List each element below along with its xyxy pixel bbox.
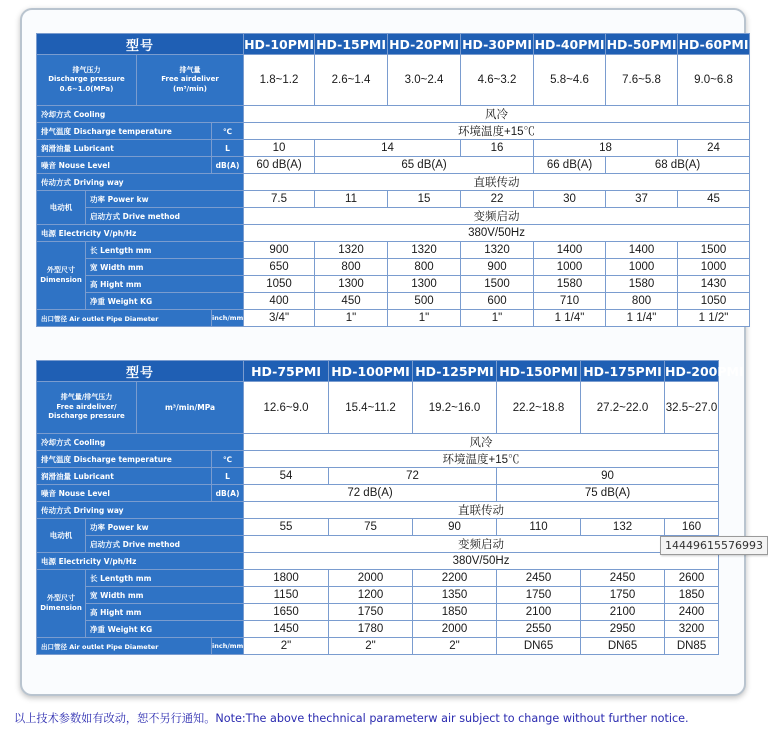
weight-value: 3200: [665, 621, 719, 638]
pipe-value: 2": [329, 638, 413, 655]
length-label: 长 Lentgth mm: [86, 570, 244, 587]
length-value: 2450: [581, 570, 665, 587]
height-value: 2400: [665, 604, 719, 621]
model-title: 型号: [37, 361, 244, 382]
airflow-value: 12.6~9.0: [244, 382, 329, 434]
height-row: [37, 604, 719, 621]
noise-value: 68 dB(A): [606, 157, 750, 174]
lubricant-label: 润滑油量 Lubricant: [37, 140, 212, 157]
width-value: 1850: [665, 587, 719, 604]
pipe-unit: inch/mm: [212, 310, 244, 327]
noise-row: [37, 157, 750, 174]
airflow-value: 7.6~5.8: [606, 55, 678, 106]
pipe-unit: inch/mm: [212, 638, 244, 655]
model-name: HD-150PMI: [497, 361, 581, 382]
length-label: 长 Lentgth mm: [86, 242, 244, 259]
weight-value: 1450: [244, 621, 329, 638]
airflow-row: [37, 55, 750, 106]
height-label: 高 Hight mm: [86, 604, 244, 621]
width-value: 1000: [534, 259, 606, 276]
pipe-label: 出口管径 Air outlet Pipe Diameter: [37, 310, 212, 327]
width-label: 宽 Width mm: [86, 259, 244, 276]
temperature-value: 环境温度+15℃: [244, 451, 719, 468]
electricity-value: 380V/50Hz: [244, 225, 750, 242]
cooling-value: 风冷: [244, 434, 719, 451]
power-value: 45: [678, 191, 750, 208]
pipe-value: 1": [461, 310, 534, 327]
drive-label: 传动方式 Driving way: [37, 502, 244, 519]
length-value: 2450: [497, 570, 581, 587]
lubricant-value: 90: [497, 468, 719, 485]
pipe-value: DN65: [581, 638, 665, 655]
drive-label: 传动方式 Driving way: [37, 174, 244, 191]
width-value: 650: [244, 259, 315, 276]
airflow-value: 9.0~6.8: [678, 55, 750, 106]
length-value: 1320: [388, 242, 461, 259]
airflow-label: 排气量/排气压力 Free airdeliver/ Discharge pressure: [37, 382, 137, 434]
height-value: 1580: [606, 276, 678, 293]
power-row: [37, 191, 750, 208]
lubricant-value: 72: [329, 468, 497, 485]
dimension-label: 外型尺寸 Dimension: [37, 242, 86, 310]
height-value: 1050: [244, 276, 315, 293]
power-label: 功率 Power kw: [86, 519, 244, 536]
model-name: HD-40PMI: [534, 34, 606, 55]
motor-label: 电动机: [37, 519, 86, 553]
model-header-row: [37, 361, 719, 382]
model-name: HD-75PMI: [244, 361, 329, 382]
power-value: 75: [329, 519, 413, 536]
width-value: 1200: [329, 587, 413, 604]
length-value: 1800: [244, 570, 329, 587]
width-value: 900: [461, 259, 534, 276]
height-value: 1650: [244, 604, 329, 621]
airflow-unit: m³/min/MPa: [137, 382, 244, 434]
length-row: [37, 570, 719, 587]
start-method-row: [37, 208, 750, 225]
power-value: 22: [461, 191, 534, 208]
lubricant-unit: L: [212, 468, 244, 485]
lubricant-row: [37, 468, 719, 485]
airflow-value: 22.2~18.8: [497, 382, 581, 434]
cooling-row: [37, 434, 719, 451]
noise-row: [37, 485, 719, 502]
pipe-row: [37, 638, 719, 655]
weight-value: 400: [244, 293, 315, 310]
pipe-value: 2": [413, 638, 497, 655]
start-method-label: 启动方式 Drive method: [86, 208, 244, 225]
lubricant-row: [37, 140, 750, 157]
pipe-value: 3/4": [244, 310, 315, 327]
spec-table-small-models: [36, 33, 750, 327]
temperature-label: 排气温度 Discharge temperature: [37, 123, 212, 140]
power-value: 30: [534, 191, 606, 208]
spec-table-large-models: [36, 360, 744, 655]
noise-unit: dB(A): [212, 157, 244, 174]
temperature-row: [37, 451, 719, 468]
weight-value: 800: [606, 293, 678, 310]
lubricant-value: 14: [315, 140, 461, 157]
lubricant-value: 10: [244, 140, 315, 157]
airflow-value: 5.8~4.6: [534, 55, 606, 106]
length-value: 2200: [413, 570, 497, 587]
power-value: 160: [665, 519, 719, 536]
model-name: HD-30PMI: [461, 34, 534, 55]
pipe-value: 2": [244, 638, 329, 655]
start-method-row: [37, 536, 719, 553]
length-value: 2000: [329, 570, 413, 587]
electricity-label: 电源 Electricity V/ph/Hz: [37, 225, 244, 242]
height-value: 1300: [388, 276, 461, 293]
model-name: HD-60PMI: [678, 34, 750, 55]
weight-value: 2550: [497, 621, 581, 638]
pipe-value: 1 1/2": [678, 310, 750, 327]
length-value: 2600: [665, 570, 719, 587]
model-name: HD-100PMI: [329, 361, 413, 382]
lubricant-value: 18: [534, 140, 678, 157]
height-value: 2100: [497, 604, 581, 621]
model-name: HD-10PMI: [244, 34, 315, 55]
pipe-value: 1": [388, 310, 461, 327]
width-value: 1350: [413, 587, 497, 604]
model-name: HD-20PMI: [388, 34, 461, 55]
width-value: 1000: [678, 259, 750, 276]
height-value: 1500: [461, 276, 534, 293]
electricity-value: 380V/50Hz: [244, 553, 719, 570]
noise-label: 噪音 Nouse Level: [37, 485, 212, 502]
airflow-value: 15.4~11.2: [329, 382, 413, 434]
model-name: HD-200PMI: [665, 361, 719, 382]
pipe-value: DN65: [497, 638, 581, 655]
drive-row: [37, 502, 719, 519]
start-method-value: 变频启动: [244, 536, 719, 553]
power-value: 55: [244, 519, 329, 536]
temperature-value: 环境温度+15℃: [244, 123, 750, 140]
weight-label: 净重 Weight KG: [86, 293, 244, 310]
noise-label: 噪音 Nouse Level: [37, 157, 212, 174]
airflow-value: 4.6~3.2: [461, 55, 534, 106]
width-value: 800: [315, 259, 388, 276]
width-value: 1750: [581, 587, 665, 604]
pipe-value: 1": [315, 310, 388, 327]
height-value: 1850: [413, 604, 497, 621]
model-header-row: [37, 34, 750, 55]
power-value: 15: [388, 191, 461, 208]
weight-value: 600: [461, 293, 534, 310]
noise-value: 65 dB(A): [315, 157, 534, 174]
height-row: [37, 276, 750, 293]
airflow-value: 27.2~22.0: [581, 382, 665, 434]
power-value: 110: [497, 519, 581, 536]
noise-value: 60 dB(A): [244, 157, 315, 174]
noise-value: 72 dB(A): [244, 485, 497, 502]
hover-tooltip: 14449615576993: [660, 536, 768, 555]
cooling-row: [37, 106, 750, 123]
width-value: 1000: [606, 259, 678, 276]
airflow-label: 排气量 Free airdeliver (m³/min): [137, 55, 244, 106]
width-value: 1150: [244, 587, 329, 604]
start-method-value: 变频启动: [244, 208, 750, 225]
electricity-label: 电源 Electricity V/ph/Hz: [37, 553, 244, 570]
pipe-value: 1 1/4": [534, 310, 606, 327]
power-value: 132: [581, 519, 665, 536]
height-value: 1300: [315, 276, 388, 293]
weight-value: 2950: [581, 621, 665, 638]
pipe-value: DN85: [665, 638, 719, 655]
weight-value: 500: [388, 293, 461, 310]
length-value: 900: [244, 242, 315, 259]
drive-value: 直联传动: [244, 502, 719, 519]
weight-value: 2000: [413, 621, 497, 638]
pipe-value: 1 1/4": [606, 310, 678, 327]
length-value: 1320: [315, 242, 388, 259]
weight-value: 450: [315, 293, 388, 310]
weight-value: 710: [534, 293, 606, 310]
width-value: 1750: [497, 587, 581, 604]
motor-label: 电动机: [37, 191, 86, 225]
length-value: 1400: [606, 242, 678, 259]
drive-row: [37, 174, 750, 191]
cooling-label: 冷却方式 Cooling: [37, 106, 244, 123]
model-title: 型号: [37, 34, 244, 55]
height-value: 1430: [678, 276, 750, 293]
model-name: HD-175PMI: [581, 361, 665, 382]
temperature-row: [37, 123, 750, 140]
model-name: HD-15PMI: [315, 34, 388, 55]
pipe-label: 出口管径 Air outlet Pipe Diameter: [37, 638, 212, 655]
cooling-value: 风冷: [244, 106, 750, 123]
width-label: 宽 Width mm: [86, 587, 244, 604]
width-row: [37, 587, 719, 604]
height-value: 2100: [581, 604, 665, 621]
width-value: 800: [388, 259, 461, 276]
power-value: 90: [413, 519, 497, 536]
electricity-row: [37, 553, 719, 570]
electricity-row: [37, 225, 750, 242]
weight-value: 1780: [329, 621, 413, 638]
model-name: HD-125PMI: [413, 361, 497, 382]
temperature-unit: ℃: [212, 123, 244, 140]
width-row: [37, 259, 750, 276]
airflow-value: 3.0~2.4: [388, 55, 461, 106]
power-value: 37: [606, 191, 678, 208]
power-value: 11: [315, 191, 388, 208]
lubricant-value: 54: [244, 468, 329, 485]
cooling-label: 冷却方式 Cooling: [37, 434, 244, 451]
lubricant-value: 16: [461, 140, 534, 157]
noise-value: 66 dB(A): [534, 157, 606, 174]
disclaimer-notice: 以上技术参数如有改动，恕不另行通知。Note:The above thechnical parameterw air subject to change without further notice.: [14, 712, 689, 725]
length-value: 1320: [461, 242, 534, 259]
temperature-unit: ℃: [212, 451, 244, 468]
height-value: 1580: [534, 276, 606, 293]
lubricant-unit: L: [212, 140, 244, 157]
height-label: 高 Hight mm: [86, 276, 244, 293]
airflow-value: 2.6~1.4: [315, 55, 388, 106]
drive-value: 直联传动: [244, 174, 750, 191]
weight-row: [37, 293, 750, 310]
airflow-value: 1.8~1.2: [244, 55, 315, 106]
weight-row: [37, 621, 719, 638]
height-value: 1750: [329, 604, 413, 621]
temperature-label: 排气温度 Discharge temperature: [37, 451, 212, 468]
length-row: [37, 242, 750, 259]
weight-label: 净重 Weight KG: [86, 621, 244, 638]
start-method-label: 启动方式 Drive method: [86, 536, 244, 553]
model-name: HD-50PMI: [606, 34, 678, 55]
lubricant-label: 润滑油量 Lubricant: [37, 468, 212, 485]
dimension-label: 外型尺寸 Dimension: [37, 570, 86, 638]
power-row: [37, 519, 719, 536]
length-value: 1500: [678, 242, 750, 259]
lubricant-value: 24: [678, 140, 750, 157]
length-value: 1400: [534, 242, 606, 259]
airflow-value: 32.5~27.0: [665, 382, 719, 434]
airflow-row: [37, 382, 719, 434]
pipe-row: [37, 310, 750, 327]
weight-value: 1050: [678, 293, 750, 310]
noise-unit: dB(A): [212, 485, 244, 502]
power-value: 7.5: [244, 191, 315, 208]
airflow-value: 19.2~16.0: [413, 382, 497, 434]
pressure-label: 排气压力 Discharge pressure 0.6~1.0(MPa): [37, 55, 137, 106]
power-label: 功率 Power kw: [86, 191, 244, 208]
noise-value: 75 dB(A): [497, 485, 719, 502]
